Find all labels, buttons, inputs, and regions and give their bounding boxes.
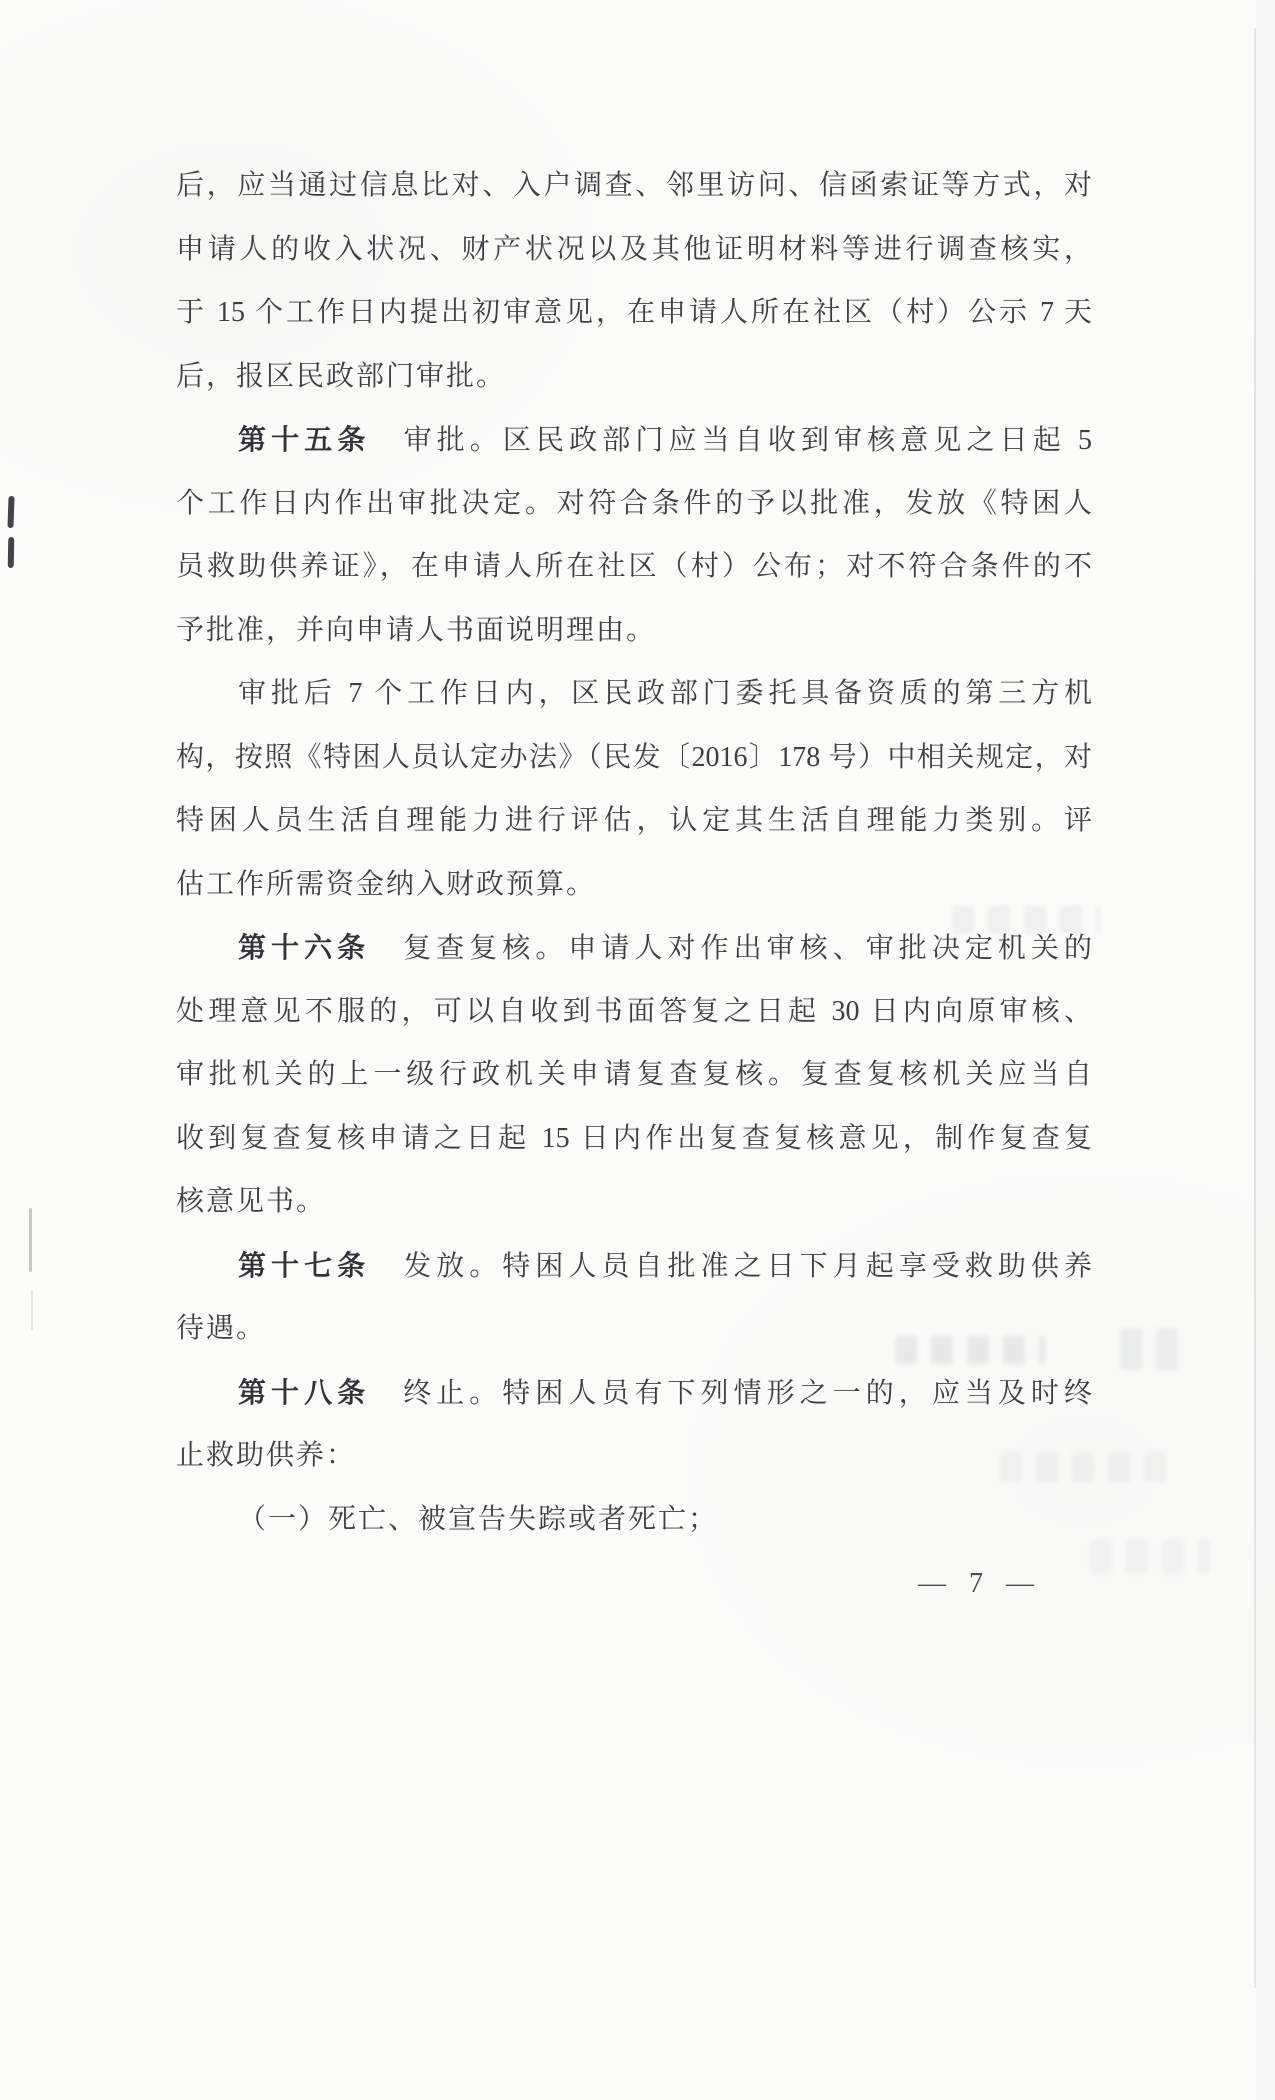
text-line: 处理意见不服的，可以自收到书面答复之日起 30 日内向原审核、 (176, 995, 1092, 1027)
article-text: 复查复核。申请人对作出审核、审批决定机关的 (370, 933, 1092, 964)
article-number: 第十七条 (238, 1249, 371, 1281)
text-line (176, 408, 1092, 472)
article-text: 审批。区民政部门应当自收到审核意见之日起 5 (370, 425, 1092, 456)
text-line: 个工作日内作出审批决定。对符合条件的予以批准，发放《特困人 (176, 487, 1092, 519)
article-number: 第十六条 (238, 932, 371, 963)
ink-bleed-artifact (1090, 1540, 1210, 1574)
text-line: 审批机关的上一级行政机关申请复查复核。复查复核机关应当自 (176, 1059, 1092, 1090)
article-text: 发放。特困人员自批准之日下月起享受救助供养 (370, 1250, 1092, 1282)
binding-mark-artifact (8, 537, 15, 568)
text-line: 构，按照《特困人员认定办法》（民发〔2016〕178 号）中相关规定，对 (176, 741, 1092, 773)
binding-mark-artifact (7, 496, 14, 528)
article-number: 第十八条 (238, 1376, 371, 1408)
text-line (176, 1361, 1092, 1425)
ink-bleed-artifact (952, 906, 1100, 934)
text-line: （一）死亡、被宣告失踪或者死亡； (238, 1503, 719, 1535)
text-line: 申请人的收入状况、财产状况以及其他证明材料等进行调查核实， (176, 233, 1092, 265)
article-text: 终止。特困人员有下列情形之一的，应当及时终 (370, 1377, 1092, 1409)
text-line: 后，应当通过信息比对、入户调查、邻里访问、信函索证等方式，对 (176, 170, 1092, 201)
page-edge-line (1254, 28, 1256, 1988)
text-line: 止救助供养： (176, 1440, 357, 1471)
text-line: 核意见书。 (176, 1186, 327, 1217)
ink-bleed-artifact (895, 1336, 1045, 1364)
text-line: 特困人员生活自理能力进行评估，认定其生活自理能力类别。评 (176, 805, 1092, 836)
text-line: 审批后 7 个工作日内，区民政部门委托具备资质的第三方机 (238, 678, 1092, 709)
binding-mark-artifact (31, 1290, 33, 1330)
ink-bleed-artifact (1000, 1452, 1170, 1482)
article-number: 第十五条 (238, 424, 371, 455)
text-line (176, 1234, 1092, 1298)
text-line: 员救助供养证》，在申请人所在社区（村）公布；对不符合条件的不 (176, 551, 1092, 582)
text-line: 估工作所需资金纳入财政预算。 (176, 868, 597, 900)
ink-bleed-artifact (1120, 1328, 1186, 1370)
text-line: 后，报区民政部门审批。 (176, 360, 507, 392)
text-line: 收到复查复核申请之日起 15 日内作出复查复核意见，制作复查复 (176, 1122, 1092, 1154)
page-number: — 7 — (918, 1568, 1042, 1599)
text-line: 予批准，并向申请人书面说明理由。 (176, 614, 657, 646)
binding-mark-artifact (29, 1208, 32, 1272)
text-line: 待遇。 (176, 1313, 267, 1344)
page-edge-shadow (1256, 0, 1275, 2100)
text-line: 于 15 个工作日内提出初审意见，在申请人所在社区（村）公示 7 天 (176, 297, 1092, 328)
